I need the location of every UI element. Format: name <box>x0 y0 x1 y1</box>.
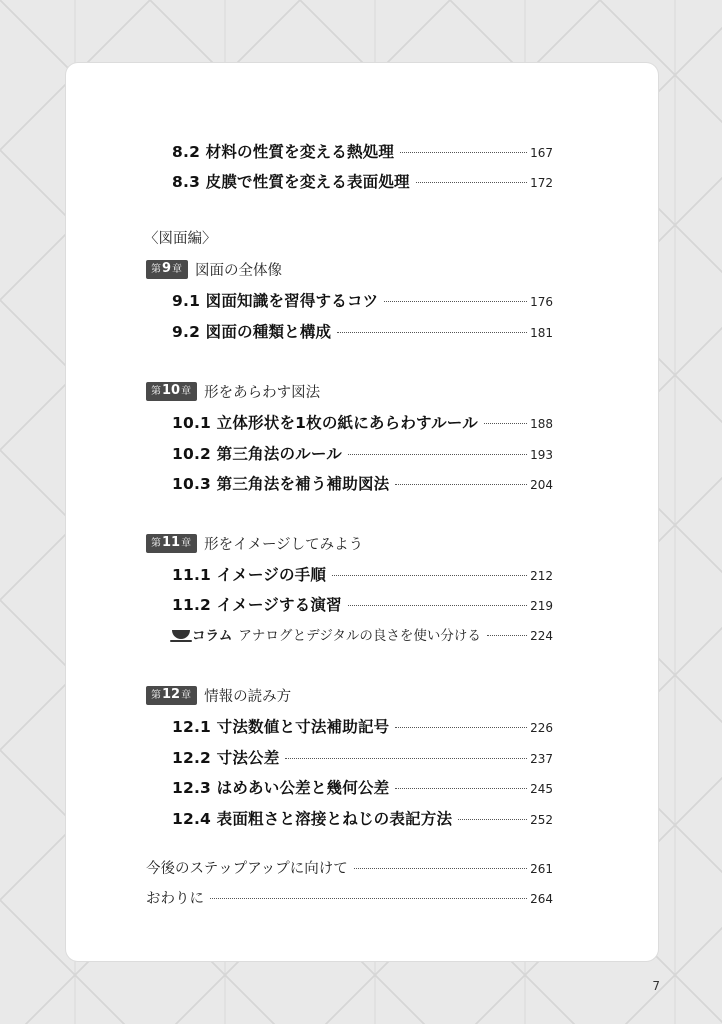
dot-leader <box>484 423 527 424</box>
chapter-title: 形をイメージしてみよう <box>204 537 364 553</box>
toc-entry-12-1[interactable] <box>172 715 553 737</box>
toc-entry-page: 167 <box>530 146 553 160</box>
chapter-badge <box>146 686 197 705</box>
dot-leader <box>285 758 527 759</box>
toc-entry-page: 219 <box>530 599 553 613</box>
toc-entry-page: 252 <box>530 813 553 827</box>
chapter-prefix: 第 <box>151 386 161 397</box>
dot-leader <box>395 484 527 485</box>
chapter-prefix: 第 <box>151 538 161 549</box>
chapter-number: 12 <box>162 687 181 702</box>
toc-entry-next-steps[interactable] <box>146 857 553 879</box>
chapter-12-heading[interactable] <box>146 685 291 706</box>
chapter-9-heading[interactable] <box>146 259 282 280</box>
teacup-icon <box>172 630 190 639</box>
toc-entry-page: 188 <box>530 417 553 431</box>
toc-entry-label: 今後のステップアップに向けて <box>146 861 348 877</box>
toc-entry-8-3[interactable] <box>172 170 553 192</box>
toc-entry-page: 193 <box>530 448 553 462</box>
chapter-11-heading[interactable] <box>146 533 363 554</box>
toc-entry-page: 237 <box>530 752 553 766</box>
dot-leader <box>384 301 527 302</box>
dot-leader <box>348 454 527 455</box>
chapter-title: 形をあらわす図法 <box>204 385 321 401</box>
dot-leader <box>487 635 527 636</box>
page-number: 7 <box>652 979 660 993</box>
toc-entry-11-1[interactable] <box>172 563 553 585</box>
toc-entry-12-4[interactable] <box>172 807 553 829</box>
chapter-suffix: 章 <box>181 386 192 397</box>
toc-entry-page: 264 <box>530 892 553 906</box>
column-label-group <box>172 624 481 644</box>
toc-card <box>66 63 658 961</box>
chapter-title: 図面の全体像 <box>195 263 283 279</box>
toc-entry-label: 12.2 寸法公差 <box>172 749 280 767</box>
toc-entry-label: 10.3 第三角法を補う補助図法 <box>172 475 390 493</box>
toc-entry-page: 224 <box>530 629 553 643</box>
toc-entry-10-1[interactable] <box>172 411 553 433</box>
toc-entry-page: 172 <box>530 176 553 190</box>
toc-entry-label: 11.1 イメージの手順 <box>172 566 327 584</box>
toc-entry-12-3[interactable] <box>172 776 553 798</box>
toc-entry-8-2[interactable] <box>172 140 553 162</box>
dot-leader <box>395 727 527 728</box>
toc-entry-10-2[interactable] <box>172 442 553 464</box>
dot-leader <box>210 898 527 899</box>
toc-entry-label: 11.2 イメージする演習 <box>172 596 342 614</box>
toc-entry-page: 181 <box>530 326 553 340</box>
toc-entry-label: 10.2 第三角法のルール <box>172 445 342 463</box>
toc-entry-9-1[interactable] <box>172 289 553 311</box>
chapter-10-heading[interactable] <box>146 381 320 402</box>
dot-leader <box>400 152 527 153</box>
chapter-suffix: 章 <box>181 690 192 701</box>
toc-entry-label: 8.3 皮膜で性質を変える表面処理 <box>172 173 410 191</box>
chapter-number: 11 <box>162 535 181 550</box>
toc-entry-label: 9.2 図面の種類と構成 <box>172 323 332 341</box>
chapter-badge <box>146 534 197 553</box>
chapter-badge <box>146 260 188 279</box>
toc-entry-label: おわりに <box>146 891 204 907</box>
chapter-prefix: 第 <box>151 690 161 701</box>
toc-entry-page: 176 <box>530 295 553 309</box>
toc-entry-page: 204 <box>530 478 553 492</box>
chapter-number: 10 <box>162 383 181 398</box>
toc-entry-column[interactable] <box>172 624 553 646</box>
toc-entry-page: 212 <box>530 569 553 583</box>
part-heading: 〈図面編〉 <box>144 231 217 247</box>
toc-entry-afterword[interactable] <box>146 887 553 909</box>
toc-entry-label: 10.1 立体形状を1枚の紙にあらわすルール <box>172 414 478 432</box>
dot-leader <box>354 868 527 869</box>
chapter-number: 9 <box>162 261 172 276</box>
dot-leader <box>416 182 527 183</box>
toc-entry-label: 12.3 はめあい公差と幾何公差 <box>172 779 390 797</box>
chapter-title: 情報の読み方 <box>204 689 292 705</box>
toc-entry-label: 12.1 寸法数値と寸法補助記号 <box>172 718 390 736</box>
column-tag: コラム <box>192 628 233 644</box>
column-title: アナログとデジタルの良さを使い分ける <box>238 628 481 644</box>
toc-entry-label: 12.4 表面粗さと溶接とねじの表記方法 <box>172 810 453 828</box>
toc-entry-11-2[interactable] <box>172 593 553 615</box>
chapter-suffix: 章 <box>181 538 192 549</box>
toc-entry-label: 8.2 材料の性質を変える熱処理 <box>172 143 395 161</box>
toc-entry-page: 226 <box>530 721 553 735</box>
chapter-suffix: 章 <box>172 264 183 275</box>
chapter-prefix: 第 <box>151 264 161 275</box>
toc-entry-label: 9.1 図面知識を習得するコツ <box>172 292 379 310</box>
toc-entry-page: 245 <box>530 782 553 796</box>
toc-entry-page: 261 <box>530 862 553 876</box>
dot-leader <box>458 819 527 820</box>
chapter-badge <box>146 382 197 401</box>
toc-entry-9-2[interactable] <box>172 320 553 342</box>
dot-leader <box>337 332 527 333</box>
dot-leader <box>332 575 527 576</box>
toc-entry-10-3[interactable] <box>172 472 553 494</box>
dot-leader <box>395 788 527 789</box>
toc-entry-12-2[interactable] <box>172 746 553 768</box>
dot-leader <box>348 605 527 606</box>
